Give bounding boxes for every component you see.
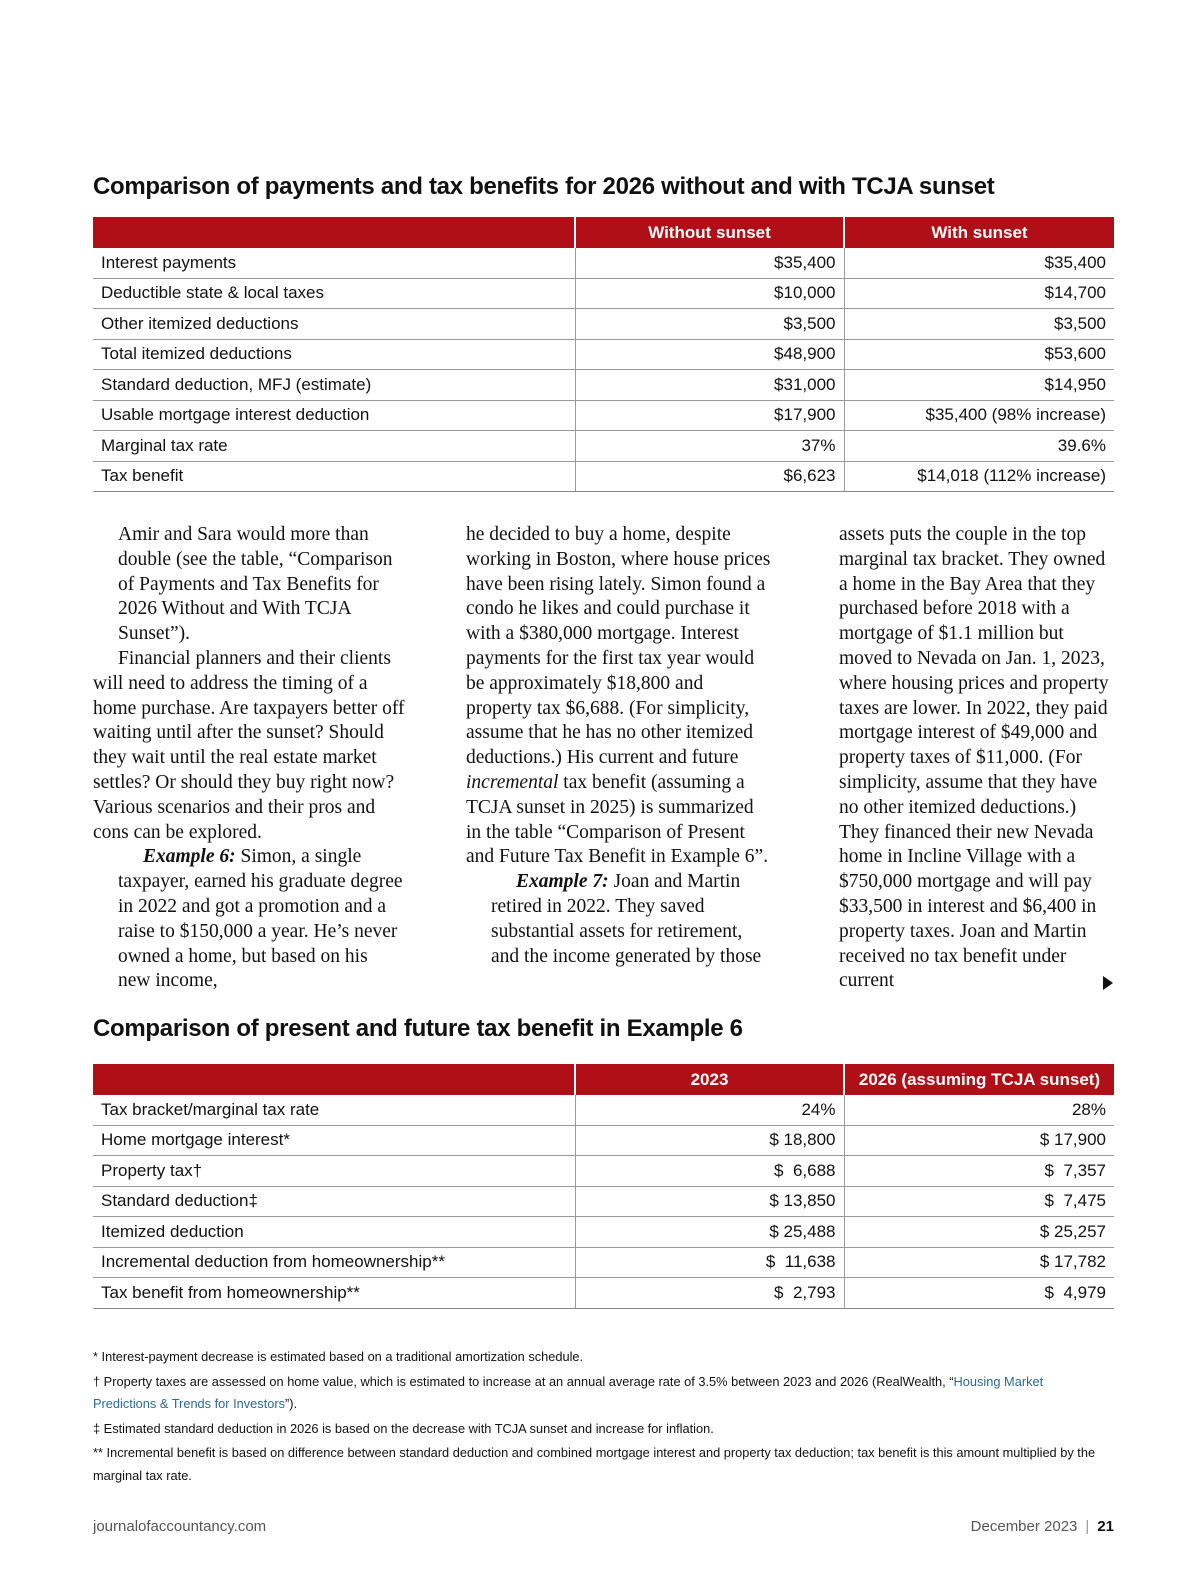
footnote-text: ”). <box>285 1396 298 1411</box>
table1-header-with-sunset: With sunset <box>844 217 1114 248</box>
without-sunset-value: $3,500 <box>575 309 844 340</box>
with-sunset-value: $3,500 <box>844 309 1114 340</box>
value-2026: $ 7,357 <box>844 1156 1114 1187</box>
value-2026: $ 7,475 <box>844 1186 1114 1217</box>
table1 <box>93 217 1114 492</box>
table-row <box>93 400 1114 431</box>
row-label: Total itemized deductions <box>93 339 575 370</box>
table-row <box>93 1278 1114 1309</box>
row-label: Tax benefit from homeownership** <box>93 1278 575 1309</box>
article-column-2 <box>466 523 772 969</box>
continue-arrow-icon <box>1103 976 1113 990</box>
footer-right <box>971 1518 1114 1535</box>
table2 <box>93 1064 1114 1309</box>
article-column-1 <box>93 523 405 994</box>
value-2023: $ 13,850 <box>575 1186 844 1217</box>
table-row <box>93 339 1114 370</box>
without-sunset-value: 37% <box>575 431 844 462</box>
paragraph <box>466 523 772 870</box>
table-row <box>93 309 1114 340</box>
value-2023: $ 11,638 <box>575 1247 844 1278</box>
example-6-text: Simon, a single taxpayer, earned his graduate degree in 2022 and got a promotion and a raise to $150,000 a year. He’s never owned a home, but based on his new income, <box>118 846 403 992</box>
paragraph: assets puts the couple in the top marginal tax bracket. They owned a home in the Bay Area that they purchased before 2018 with a mortgage of $1.1 million but moved to Nevada on Jan. 1, 2023, where housing prices and property taxes are lower. In 2022, they paid mortgage interest of $49,000 and property taxes of $11,000. (For simplicity, assume that they have no other itemized deductions.) They financed their new Nevada home in Incline Village with a $750,000 mortgage and will pay $33,500 in interest and $6,400 in property taxes. Joan and Martin received no tax benefit under current <box>839 524 1109 992</box>
value-2023: 24% <box>575 1095 844 1125</box>
table2-header-label <box>93 1064 575 1095</box>
row-label: Deductible state & local taxes <box>93 278 575 309</box>
footnote: ** Incremental benefit is based on difference between standard deduction and combined mortgage interest and property tax deduction; tax benefit is this amount multiplied by the marginal tax rate. <box>93 1445 1096 1483</box>
with-sunset-value: $35,400 (98% increase) <box>844 400 1114 431</box>
row-label: Home mortgage interest* <box>93 1125 575 1156</box>
footer-separator: | <box>1085 1518 1090 1535</box>
table-row <box>93 1247 1114 1278</box>
row-label: Interest payments <box>93 248 575 278</box>
footnote: ‡ Estimated standard deduction in 2026 is based on the decrease with TCJA sunset and increase for inflation. <box>93 1420 714 1436</box>
emphasis-text: incremental <box>466 771 559 793</box>
with-sunset-value: $35,400 <box>844 248 1114 278</box>
footnote: * Interest-payment decrease is estimated based on a traditional amortization schedule. <box>93 1349 584 1364</box>
table-row <box>93 461 1114 492</box>
example-7-paragraph <box>466 870 772 969</box>
table2-header-row <box>93 1064 1114 1095</box>
footer-date: December 2023 <box>970 1518 1078 1535</box>
table-row <box>93 1217 1114 1248</box>
footer-site: journalofaccountancy.com <box>93 1518 267 1535</box>
value-2026: $ 4,979 <box>844 1278 1114 1309</box>
paragraph-text: he decided to buy a home, despite working in Boston, where house prices have been rising lately. Simon found a condo he likes and could purchase it with a $380,000 mortgage. Interest payments for the first tax year would be approximately $18,800 and property tax $6,688. (For simplicity, assume that he has no other itemized deductions.) His current and future <box>466 524 771 769</box>
article-column-3 <box>839 523 1118 994</box>
table2-header-2026: 2026 (assuming TCJA sunset) <box>844 1064 1114 1095</box>
table-row <box>93 1156 1114 1187</box>
row-label: Tax benefit <box>93 461 575 492</box>
value-2023: $ 6,688 <box>575 1156 844 1187</box>
value-2026: $ 17,900 <box>844 1125 1114 1156</box>
row-label: Tax bracket/marginal tax rate <box>93 1095 575 1125</box>
table-row <box>93 431 1114 462</box>
with-sunset-value: 39.6% <box>844 431 1114 462</box>
housing-market-link[interactable]: Housing Market Predictions & Trends for Investors <box>93 1373 1044 1411</box>
without-sunset-value: $31,000 <box>575 370 844 401</box>
without-sunset-value: $6,623 <box>575 461 844 492</box>
page-footer <box>93 1518 1114 1538</box>
value-2026: $ 25,257 <box>844 1217 1114 1248</box>
example-7-label: Example 7: <box>516 871 609 893</box>
example-6-paragraph <box>93 845 405 994</box>
footnote-text: † Property taxes are assessed on home value, which is estimated to increase at an annual average rate of 3.5% between 2023 and 2026 (RealWealth, “ <box>93 1373 954 1389</box>
table-row <box>93 278 1114 309</box>
table2-header-2023: 2023 <box>575 1064 844 1095</box>
table-row <box>93 370 1114 401</box>
row-label: Itemized deduction <box>93 1217 575 1248</box>
value-2023: $ 25,488 <box>575 1217 844 1248</box>
without-sunset-value: $10,000 <box>575 278 844 309</box>
paragraph: Financial planners and their clients will need to address the timing of a home purchase. Are taxpayers better off waiting until after the sunset? Should they wait until the real estate market settles? Or should they buy right now? Various scenarios and their pros and cons can be explored. <box>93 647 405 843</box>
table1-header-label <box>93 217 575 248</box>
table2-title: Comparison of present and future tax benefit in Example 6 <box>93 1015 743 1042</box>
with-sunset-value: $14,950 <box>844 370 1114 401</box>
without-sunset-value: $17,900 <box>575 400 844 431</box>
row-label: Usable mortgage interest deduction <box>93 400 575 431</box>
table1-title: Comparison of payments and tax benefits for 2026 without and with TCJA sunset <box>93 173 995 200</box>
table-row <box>93 1095 1114 1125</box>
with-sunset-value: $14,018 (112% increase) <box>844 461 1114 492</box>
table-row <box>93 248 1114 278</box>
table-row <box>93 1125 1114 1156</box>
footnote <box>93 1371 1103 1416</box>
row-label: Property tax† <box>93 1156 575 1187</box>
example-6-label: Example 6: <box>143 846 236 868</box>
table-row <box>93 1186 1114 1217</box>
with-sunset-value: $53,600 <box>844 339 1114 370</box>
value-2023: $ 18,800 <box>575 1125 844 1156</box>
without-sunset-value: $35,400 <box>575 248 844 278</box>
value-2023: $ 2,793 <box>575 1278 844 1309</box>
footnotes <box>93 1346 1103 1489</box>
paragraph-text: tax benefit (assuming a TCJA sunset in 2025) is summarized in the table “Comparison of Present and Future Tax Benefit in Example 6”. <box>466 771 769 868</box>
with-sunset-value: $14,700 <box>844 278 1114 309</box>
row-label: Standard deduction‡ <box>93 1186 575 1217</box>
table1-header-row <box>93 217 1114 248</box>
table1-header-without-sunset: Without sunset <box>575 217 844 248</box>
value-2026: $ 17,782 <box>844 1247 1114 1278</box>
row-label: Incremental deduction from homeownership** <box>93 1247 575 1278</box>
example-7-text: Joan and Martin retired in 2022. They saved substantial assets for retirement, and the income generated by those <box>491 871 762 967</box>
value-2026: 28% <box>844 1095 1114 1125</box>
row-label: Other itemized deductions <box>93 309 575 340</box>
article-body <box>93 523 1118 998</box>
without-sunset-value: $48,900 <box>575 339 844 370</box>
page-number: 21 <box>1097 1518 1114 1535</box>
paragraph: Amir and Sara would more than double (see the table, “Comparison of Payments and Tax Benefits for 2026 Without and With TCJA Sunset”). <box>118 524 393 645</box>
row-label: Standard deduction, MFJ (estimate) <box>93 370 575 401</box>
row-label: Marginal tax rate <box>93 431 575 462</box>
